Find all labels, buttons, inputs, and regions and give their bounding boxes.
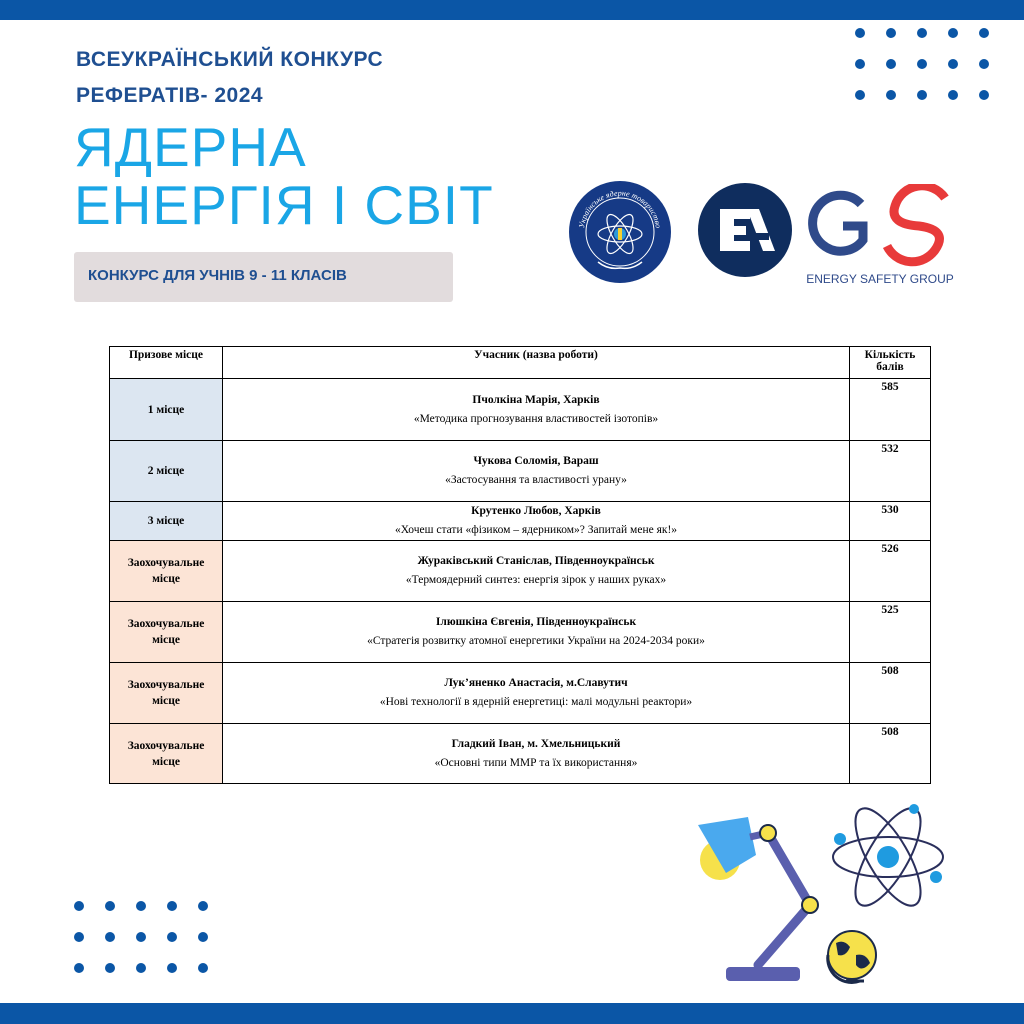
work-title: «Стратегія розвитку атомної енергетики України на 2024-2034 роки» bbox=[367, 635, 705, 647]
place-label: Заохочувальне bbox=[127, 679, 205, 691]
table-row bbox=[110, 441, 931, 502]
place-label-line2: місце bbox=[152, 755, 180, 768]
score-cell: 532 bbox=[850, 441, 931, 502]
dot-pattern-top-right bbox=[855, 28, 989, 100]
top-band bbox=[0, 0, 1024, 20]
energy-safety-group-logo bbox=[805, 184, 955, 289]
participant-name: Лук’яненко Анастасія, м.Славутич bbox=[444, 677, 628, 689]
work-title: «Хочеш стати «фізиком – ядерником»? Запитай мене як!» bbox=[394, 524, 678, 536]
work-title: «Застосування та властивості урану» bbox=[445, 474, 627, 486]
desk-lamp-illustration bbox=[690, 815, 830, 987]
place-cell bbox=[110, 441, 223, 502]
participant-cell bbox=[223, 379, 850, 441]
place-label: 1 місце bbox=[147, 403, 185, 416]
participant-cell bbox=[223, 663, 850, 724]
place-cell bbox=[110, 602, 223, 663]
ea-logo bbox=[697, 181, 793, 279]
place-label: 3 місце bbox=[147, 515, 185, 527]
participant-cell bbox=[223, 602, 850, 663]
participant-cell bbox=[223, 502, 850, 541]
work-title: «Термоядерний синтез: енергія зірок у наших руках» bbox=[405, 574, 667, 586]
place-cell bbox=[110, 724, 223, 784]
place-label-line2: місце bbox=[152, 634, 180, 646]
nuclear-society-logo bbox=[568, 180, 672, 284]
score-cell: 508 bbox=[850, 724, 931, 784]
header-place: Призове місце bbox=[110, 347, 223, 379]
place-cell bbox=[110, 379, 223, 441]
globe-illustration bbox=[820, 925, 880, 987]
esg-caption: ENERGY SAFETY GROUP bbox=[806, 272, 954, 286]
pre-title-line1: ВСЕУКРАЇНСЬКИЙ КОНКУРС bbox=[76, 48, 384, 71]
participant-name: Ілюшкіна Євгенія, Південноукраїнськ bbox=[435, 616, 637, 628]
atom-illustration bbox=[828, 795, 948, 920]
place-cell bbox=[110, 502, 223, 541]
table-header-row bbox=[110, 347, 931, 379]
header-score bbox=[850, 347, 931, 379]
participant-name: Гладкий Іван, м. Хмельницький bbox=[451, 737, 621, 750]
place-label: Заохочувальне bbox=[127, 557, 205, 569]
table-row bbox=[110, 379, 931, 441]
participant-cell bbox=[223, 441, 850, 502]
table-row bbox=[110, 502, 931, 541]
score-cell: 526 bbox=[850, 541, 931, 602]
place-cell bbox=[110, 541, 223, 602]
place-label: 2 місце bbox=[147, 465, 185, 477]
results-table bbox=[109, 346, 931, 784]
header-score-line1: Кількість bbox=[864, 349, 916, 361]
title-line1: ЯДЕРНА bbox=[74, 116, 307, 178]
table-row bbox=[110, 663, 931, 724]
participant-name: Чукова Соломія, Вараш bbox=[473, 455, 599, 467]
participant-name: Пчолкіна Марія, Харків bbox=[472, 393, 600, 406]
score-cell: 530 bbox=[850, 502, 931, 541]
score-cell: 525 bbox=[850, 602, 931, 663]
subtitle-box bbox=[74, 252, 453, 302]
table-row bbox=[110, 541, 931, 602]
participant-cell bbox=[223, 541, 850, 602]
nuclear-society-arc-text: Українське ядерне товариство bbox=[577, 188, 663, 229]
header-score-line2: балів bbox=[876, 361, 904, 373]
pre-title-line2: РЕФЕРАТІВ- 2024 bbox=[76, 84, 264, 107]
title-line2: ЕНЕРГІЯ І СВІТ bbox=[74, 174, 494, 236]
dot-pattern-bottom-left bbox=[74, 901, 208, 973]
header-participant: Учасник (назва роботи) bbox=[223, 347, 850, 379]
bottom-band bbox=[0, 1003, 1024, 1024]
place-label: Заохочувальне bbox=[127, 618, 205, 630]
work-title: «Основні типи ММР та їх використання» bbox=[434, 756, 638, 769]
score-cell: 585 bbox=[850, 379, 931, 441]
contest-pre-title bbox=[76, 42, 383, 114]
main-title bbox=[74, 118, 494, 234]
place-label: Заохочувальне bbox=[127, 739, 205, 752]
table-row bbox=[110, 724, 931, 784]
work-title: «Нові технології в ядерній енергетиці: малі модульні реактори» bbox=[379, 696, 693, 708]
participant-name: Крутенко Любов, Харків bbox=[471, 505, 601, 517]
participant-name: Жураківський Станіслав, Південноукраїнськ bbox=[417, 555, 655, 567]
participant-cell bbox=[223, 724, 850, 784]
subtitle: КОНКУРС ДЛЯ УЧНІВ 9 - 11 КЛАСІВ bbox=[88, 267, 347, 284]
place-label-line2: місце bbox=[152, 695, 180, 707]
place-cell bbox=[110, 663, 223, 724]
work-title: «Методика прогнозування властивостей ізотопів» bbox=[413, 412, 659, 425]
place-label-line2: місце bbox=[152, 573, 180, 585]
score-cell: 508 bbox=[850, 663, 931, 724]
table-row bbox=[110, 602, 931, 663]
